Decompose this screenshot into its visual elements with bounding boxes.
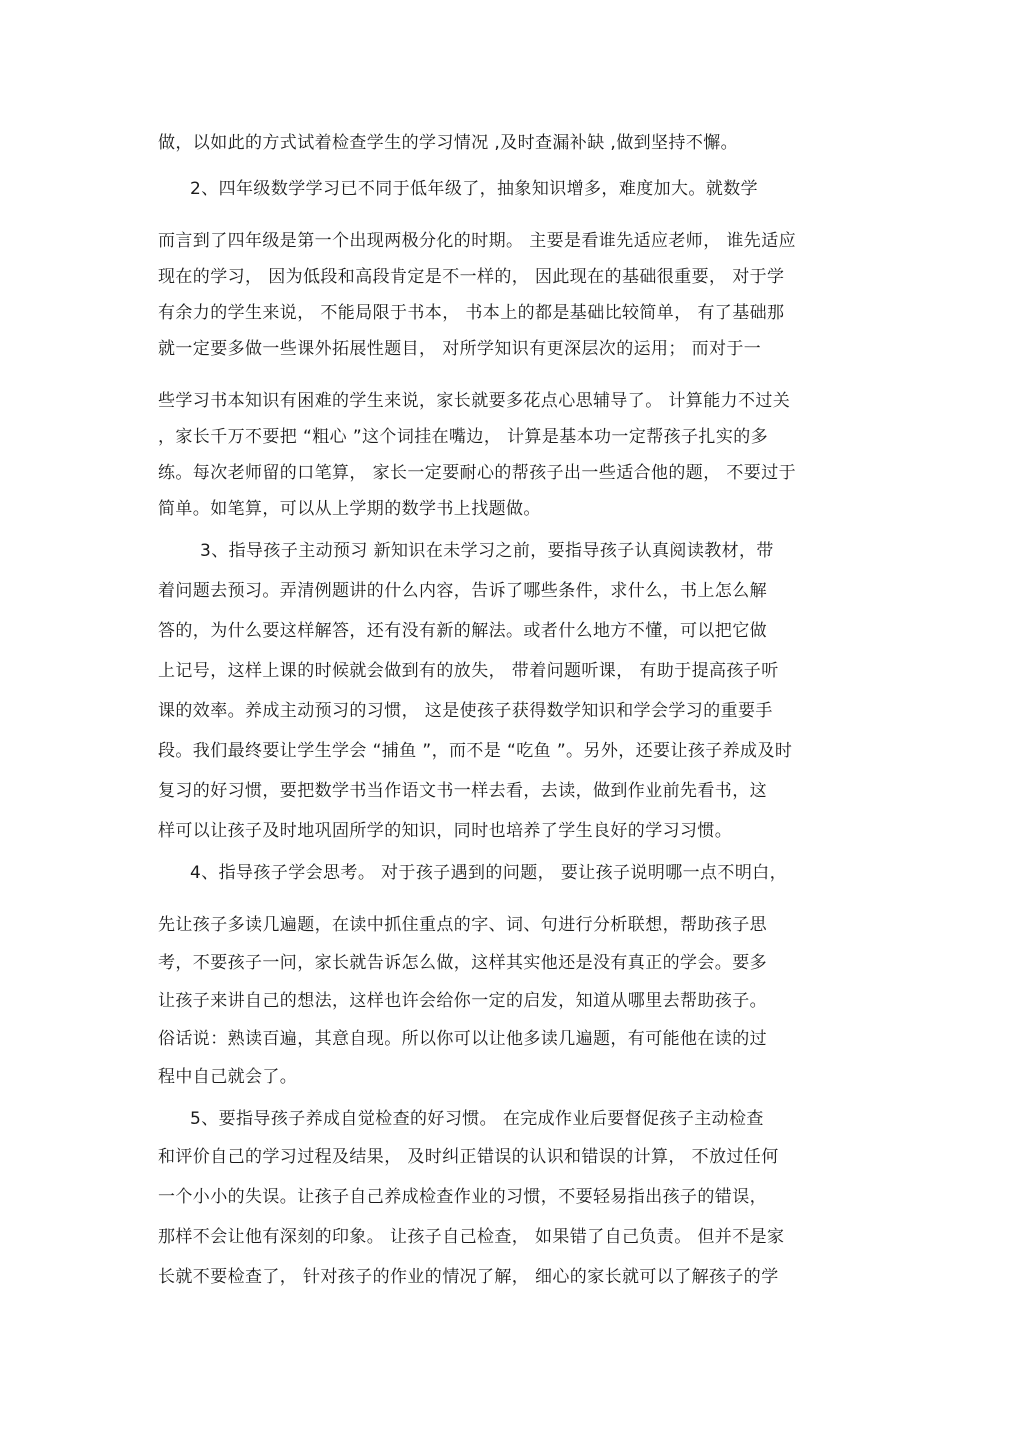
text-line: 5、要指导孩子养成自觉检查的好习惯。 在完成作业后要督促孩子主动检查 (190, 1109, 764, 1129)
text-line: 些学习书本知识有困难的学生来说，家长就要多花点心思辅导了。 计算能力不过关 (158, 391, 791, 411)
text-line: 3、指导孩子主动预习 新知识在未学习之前，要指导孩子认真阅读教材，带 (200, 541, 774, 561)
text-line: 长就不要检查了， 针对孩子的作业的情况了解， 细心的家长就可以了解孩子的学 (158, 1267, 779, 1287)
text-line: 俗话说：熟读百遍，其意自现。所以你可以让他多读几遍题，有可能他在读的过 (158, 1029, 767, 1049)
text-line: 段。我们最终要让学生学会 “捕鱼 ”，而不是 “吃鱼 ”。另外，还要让孩子养成及时 (158, 741, 793, 761)
text-line: 让孩子来讲自己的想法，这样也许会给你一定的启发，知道从哪里去帮助孩子。 (158, 991, 767, 1011)
text-line: 课的效率。养成主动预习的习惯， 这是使孩子获得数学知识和学会学习的重要手 (158, 701, 773, 721)
text-line: 那样不会让他有深刻的印象。 让孩子自己检查， 如果错了自己负责。 但并不是家 (158, 1227, 785, 1247)
text-line: 一个小小的失误。让孩子自己养成检查作业的习惯，不要轻易指出孩子的错误， (158, 1187, 767, 1207)
text-line: 做，以如此的方式试着检查学生的学习情况 ,及时查漏补缺 ,做到坚持不懈。 (158, 133, 739, 153)
text-line: 样可以让孩子及时地巩固所学的知识，同时也培养了学生良好的学习习惯。 (158, 821, 733, 841)
text-line: 4、指导孩子学会思考。 对于孩子遇到的问题， 要让孩子说明哪一点不明白， (190, 863, 788, 883)
text-line: 和评价自己的学习过程及结果， 及时纠正错误的认识和错误的计算， 不放过任何 (158, 1147, 779, 1167)
text-line: 而言到了四年级是第一个出现两极分化的时期。 主要是看谁先适应老师， 谁先适应 (158, 231, 797, 251)
text-line: 2、四年级数学学习已不同于低年级了，抽象知识增多，难度加大。就数学 (190, 179, 759, 199)
text-line: 程中自己就会了。 (158, 1067, 298, 1087)
text-line: 考，不要孩子一问，家长就告诉怎么做，这样其实他还是没有真正的学会。要多 (158, 953, 767, 973)
text-line: 就一定要多做一些课外拓展性题目， 对所学知识有更深层次的运用； 而对于一 (158, 339, 762, 359)
text-line: 答的，为什么要这样解答，还有没有新的解法。或者什么地方不懂，可以把它做 (158, 621, 767, 641)
text-line: 有余力的学生来说， 不能局限于书本， 书本上的都是基础比较简单， 有了基础那 (158, 303, 785, 323)
text-line: ，家长千万不要把 “粗心 ”这个词挂在嘴边， 计算是基本功一定帮孩子扎实的多 (158, 427, 769, 447)
text-line: 上记号，这样上课的时候就会做到有的放失， 带着问题听课， 有助于提高孩子听 (158, 661, 779, 681)
text-line: 现在的学习， 因为低段和高段肯定是不一样的， 因此现在的基础很重要， 对于学 (158, 267, 785, 287)
text-line: 复习的好习惯，要把数学书当作语文书一样去看，去读，做到作业前先看书，这 (158, 781, 767, 801)
text-line: 练。每次老师留的口笔算， 家长一定要耐心的帮孩子出一些适合他的题， 不要过于 (158, 463, 797, 483)
text-line: 简单。如笔算，可以从上学期的数学书上找题做。 (158, 499, 541, 519)
text-line: 先让孩子多读几遍题，在读中抓住重点的字、词、句进行分析联想，帮助孩子思 (158, 915, 767, 935)
text-line: 着问题去预习。弄清例题讲的什么内容，告诉了哪些条件，求什么，书上怎么解 (158, 581, 767, 601)
